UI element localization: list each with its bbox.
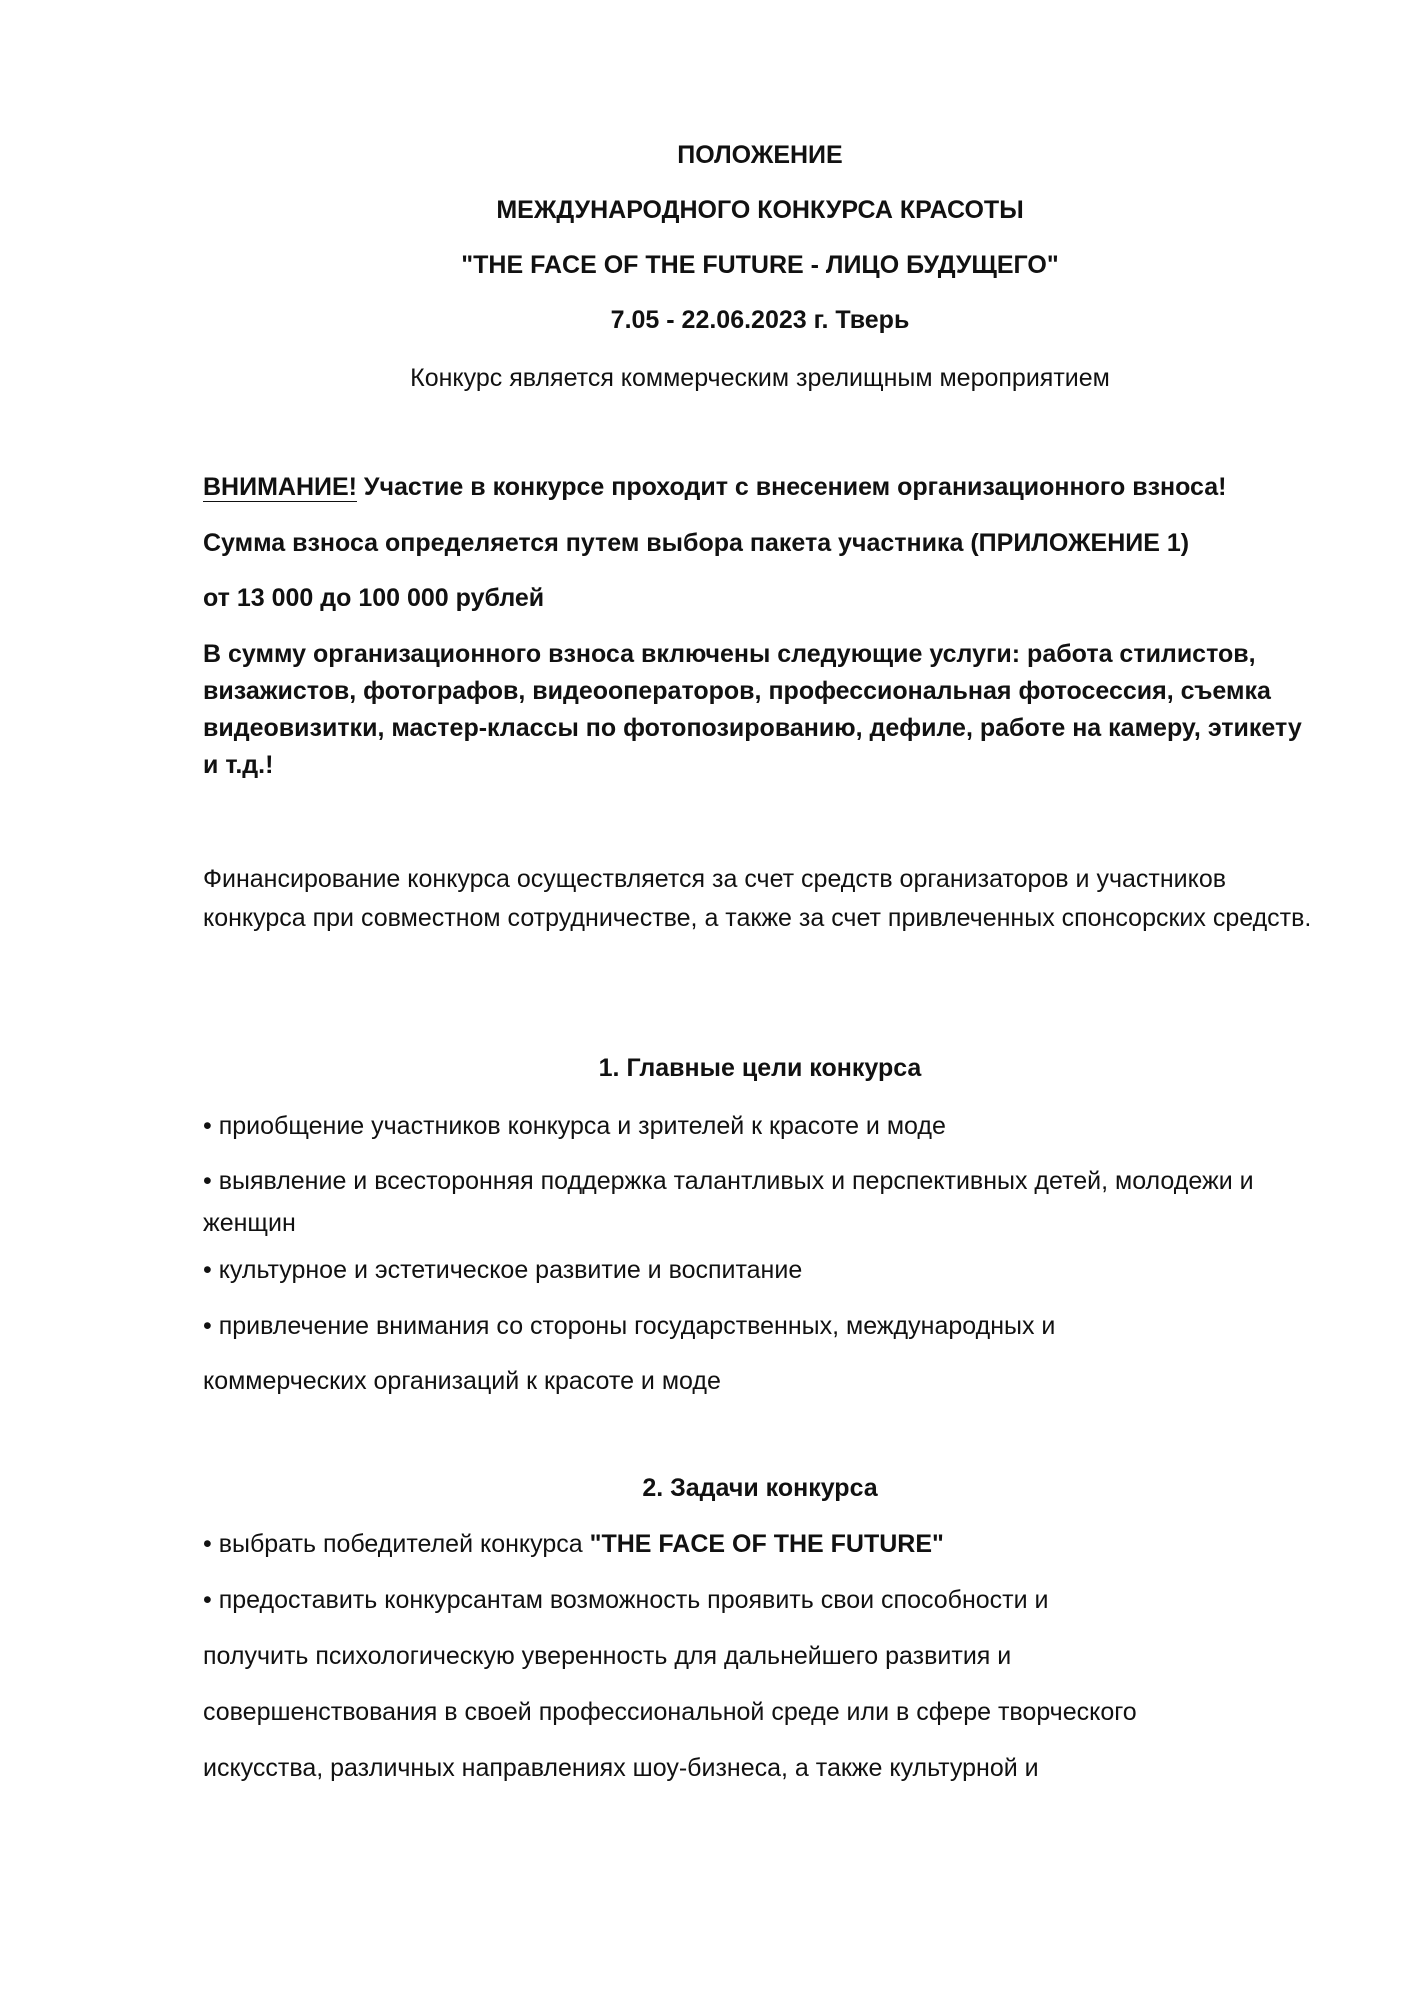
attention-line	[203, 468, 1323, 506]
document-title: ПОЛОЖЕНИЕ	[677, 141, 843, 169]
goal-item: • привлечение внимания со стороны государственных, международных и	[203, 1312, 1056, 1340]
goal-item: • выявление и всесторонняя поддержка талантливых и перспективных детей, молодежи и женщин	[203, 1167, 1254, 1237]
task-item-continuation: получить психологическую уверенность для дальнейшего развития и	[203, 1642, 1012, 1670]
contest-subtitle: Конкурс является коммерческим зрелищным мероприятием	[410, 364, 1110, 392]
contest-dates: 7.05 - 22.06.2023 г. Тверь	[610, 306, 910, 334]
document-title-line-2: МЕЖДУНАРОДНОГО КОНКУРСА КРАСОТЫ	[496, 196, 1024, 224]
goal-item: • приобщение участников конкурса и зрителей к красоте и моде	[203, 1112, 946, 1140]
attention-text: Участие в конкурсе проходит с внесением организационного взноса!	[356, 473, 1227, 501]
fee-line: Сумма взноса определяется путем выбора пакета участника (ПРИЛОЖЕНИЕ 1)	[203, 529, 1190, 557]
task-item	[203, 1525, 1323, 1563]
contest-name: "THE FACE OF THE FUTURE - ЛИЦО БУДУЩЕГО"	[461, 251, 1059, 279]
task-item-contest-name: "THE FACE OF THE FUTURE"	[589, 1530, 944, 1558]
task-item: • предоставить конкурсантам возможность проявить свои способности и	[203, 1586, 1049, 1614]
goal-item-continuation: коммерческих организаций к красоте и моде	[203, 1367, 721, 1395]
attention-word: ВНИМАНИЕ!	[203, 473, 357, 501]
fee-amount: от 13 000 до 100 000 рублей	[203, 584, 545, 612]
task-item-text: • выбрать победителей конкурса	[203, 1530, 590, 1558]
financing-paragraph: Финансирование конкурса осуществляется за счет средств организаторов и участников конкурса при совместном сотрудничестве, а также за счет привлеченных спонсорских средств.	[203, 865, 1312, 932]
task-item-continuation: искусства, различных направлениях шоу-бизнеса, а также культурной и	[203, 1754, 1039, 1782]
task-item-continuation: совершенствования в своей профессиональной среде или в сфере творческого	[203, 1698, 1137, 1726]
section-1-heading: 1. Главные цели конкурса	[598, 1054, 922, 1082]
section-2-heading: 2. Задачи конкурса	[642, 1474, 878, 1502]
goal-item: • культурное и эстетическое развитие и воспитание	[203, 1256, 803, 1284]
included-services: В сумму организационного взноса включены следующие услуги: работа стилистов, визажистов, фотографов, видеооператоров, профессиональная фотосессия, съемка видеовизитки, мастер-классы по фотопозированию, дефиле, работе на камеру, этикету и т.д.!	[203, 640, 1302, 779]
